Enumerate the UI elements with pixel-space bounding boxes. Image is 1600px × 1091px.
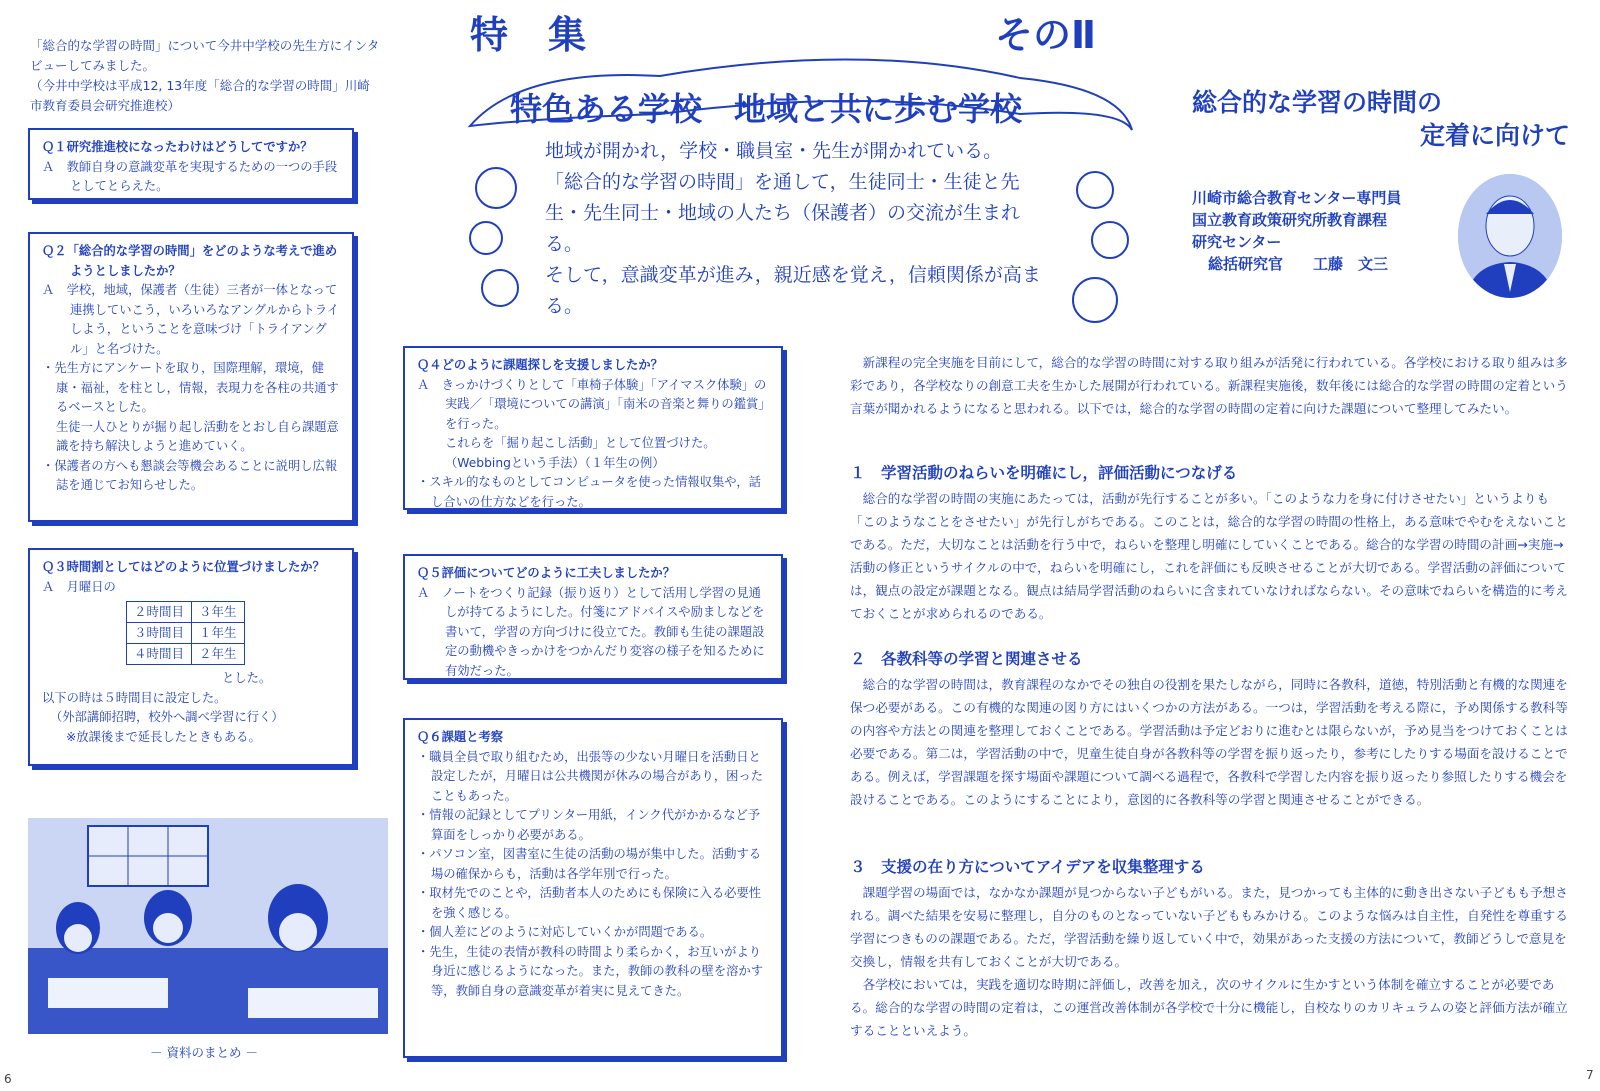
author-line: 国立教育政策研究所教育課程 — [1192, 211, 1388, 229]
section-2-heading: ２ 各教科等の学習と関連させる — [850, 650, 1083, 668]
section-2-body: 総合的な学習の時間は，教育課程のなかでその独自の役割を果たしながら，同時に各教科，道徳，特別活動と有機的な関連を保つ必要がある。この有機的な関連の図り方にはいくつかの方法がある。一つは，学習活動を考える際に，予め関係する教科等の内容や方法との関連を整理しておくことである。学習活動は予定どおりに進むとは限らないが，予め見当をつけておくことは必要である。第二は，学習活動の中で，児童生徒自身が各教科等の学習を振り返ったり，参考にしたりする場面を設けることである。例えば，学習課題を探す場面や課題について調べる過程で，各教科で学習した内容を振り返ったり参照したりする機会を設けることである。このようにすることにより，意図的に各教科等の学習と関連させることができる。 — [850, 677, 1568, 807]
q3-answer: Ａ 月曜日の — [42, 579, 116, 594]
table-cell: ４時間目 — [127, 644, 192, 665]
heading-line-2: 定着に向けて — [1419, 121, 1570, 150]
q3-box — [28, 548, 354, 766]
q4-cont-2: （Webbingという手法）（１年生の例） — [445, 455, 665, 470]
section-1-heading: １ 学習活動のねらいを明確にし，評価活動につなげる — [850, 464, 1238, 482]
feature-part: そのⅡ — [995, 13, 1097, 57]
children-illustration-left — [456, 158, 536, 318]
q6-item: ・取材先でのことや，活動者本人のためにも保険に入る必要性を強く感じる。 — [417, 886, 762, 920]
author-portrait — [1458, 174, 1562, 298]
author-block — [1192, 187, 1401, 275]
interview-intro — [30, 36, 380, 116]
table-cell: ３年生 — [192, 602, 245, 623]
q3-note-2: （外部講師招聘，校外へ調べ学習に行く） — [50, 710, 284, 724]
q5-question: Ｑ５評価についてどのように工夫しましたか？ — [417, 566, 675, 580]
q6-item: ・職員全員で取り組むため，出張等の少ない月曜日を活動日と設定したが，月曜日は公共機関が休みの場合があり，困ったこともあった。 — [417, 749, 764, 803]
schedule-table — [126, 601, 245, 665]
feature-lead — [545, 136, 1055, 322]
q6-question: Ｑ６課題と考察 — [417, 730, 504, 744]
q2-bullet-1-cont: 生徒一人ひとりが掘り起し活動をとおし自ら課題意識を持ち解決しようと進めていく。 — [56, 419, 339, 453]
q6-item: ・個人差にどのように対応していくかが問題である。 — [417, 925, 713, 939]
q4-answer: Ａ きっかけづくりとして「車椅子体験」「アイマスク体験」の実践／「環境についての講演」「南米の音楽と舞りの鑑賞」を行った。 — [417, 377, 771, 431]
lead-line-3: そして，意識変革が進み，親近感を覚え，信頼関係が高まる。 — [545, 264, 1041, 317]
table-row — [127, 644, 245, 665]
section-3-body-1: 課題学習の場面では，なかなか課題が見つからない子どもがいる。また，見つかっても主体的に動き出さない子どもも予想される。調べた結果を安易に整理し，自分のものとなっていない子どももみかける。このような悩みは自主性，自発性を尊重する学習につきものの課題である。ただ，学習活動を繰り返していく中で，効果があった支援の方法について，教師どうしで意見を交換し，情報を共有しておくことが大切である。 — [850, 885, 1568, 969]
q3-note-3: ※放課後まで延長したときもある。 — [66, 729, 261, 744]
q6-box — [403, 718, 783, 1058]
section-3-body-2: 各学校においては，実践を適切な時期に評価し，改善を加え，次のサイクルに生かすという体制を確立することが必要である。総合的な学習の時間の定着は，この運営改善体制が各学校で十分に機能し，自校なりのカリキュラムの姿と評価方法が確立することといえよう。 — [850, 977, 1568, 1038]
table-cell: ２年生 — [192, 644, 245, 665]
table-cell: １年生 — [192, 623, 245, 644]
author-line: 総括研究官 工藤 文三 — [1208, 255, 1389, 273]
section-3-heading: ３ 支援の在り方についてアイデアを収集整理する — [850, 858, 1205, 876]
article-intro: 新課程の完全実施を目前にして，総合的な学習の時間に対する取り組みが活発に行われている。各学校における取り組みは多彩であり，各学校なりの創意工夫を生かした展開が行われている。新課程実施後，数年後には総合的な学習の時間の定着という言葉が聞かれるようになると思われる。以下では，総合的な学習の時間の定着に向けた課題について整理してみたい。 — [850, 355, 1568, 416]
q2-answer: Ａ 学校，地域，保護者（生徒）三者が一体となって連携していこう，いろいろなアングルからトライしよう，ということを意味づけ「トライアングル」と名づけた。 — [42, 283, 340, 356]
q4-cont-1: これらを「掘り起こし活動」として位置づけた。 — [445, 436, 716, 450]
classroom-photo — [28, 818, 388, 1034]
q1-question: Ｑ１研究推進校になったわけはどうしてですか？ — [42, 140, 313, 154]
author-line: 研究センター — [1192, 233, 1282, 251]
q5-answer: Ａ ノートをつくり記録（振り返り）として活用し学習の見通しが持てるようにした。付箋にアドバイスや励ましなどを書いて，学習の方向づけに役立てた。教師も生徒の課題設定の動機やきっかけをつかんだり変容の様子を知るために有効だった。 — [417, 585, 765, 678]
intro-line-2: （今井中学校は平成12, 13年度「総合的な学習の時間」川崎市教育委員会研究推進校） — [30, 78, 370, 113]
children-illustration-right — [1055, 160, 1145, 330]
q3-toshita: とした。 — [222, 671, 272, 685]
table-cell: ３時間目 — [127, 623, 192, 644]
table-row — [127, 602, 245, 623]
lead-line-1: 地域が開かれ，学校・職員室・先生が開かれている。 — [545, 140, 1003, 162]
q3-note-1: 以下の時は５時間目に設定した。 — [42, 690, 227, 705]
q6-item: ・先生，生徒の表情が教科の時間より柔らかく，お互いがより身近に感じるようになった。また，教師の教科の壁を溶かす等，教師自身の意識変革が着実に見えてきた。 — [417, 944, 764, 998]
q2-box — [28, 232, 354, 522]
section-1 — [850, 462, 1572, 625]
lead-line-2: 「総合的な学習の時間」を通して，生徒同士・生徒と先生・先生同士・地域の人たち（保護者）の交流が生まれる。 — [545, 171, 1021, 255]
author-line: 川崎市総合教育センター専門員 — [1192, 189, 1402, 207]
table-cell: ２時間目 — [127, 602, 192, 623]
q1-answer: Ａ 教師自身の意識変革を実現するための一つの手段としてとらえた。 — [42, 159, 338, 193]
feature-title: 特集 — [470, 13, 627, 57]
section-2 — [850, 648, 1572, 811]
q2-question: Ｑ２「総合的な学習の時間」をどのような考えで進めようとしましたか？ — [42, 244, 338, 278]
q6-item: ・パソコン室，図書室に生徒の活動の場が集中した。活動する場の確保からも，活動は各学年別で行った。 — [417, 847, 762, 881]
article-heading — [1192, 86, 1570, 152]
table-row — [127, 623, 245, 644]
q1-box — [28, 128, 354, 200]
q2-bullet-2: ・保護者の方へも懇談会等機会あることに説明し広報誌を通じてお知らせした。 — [42, 458, 338, 492]
photo-caption: － 資料のまとめ － — [150, 1045, 258, 1060]
q4-bullet: ・スキル的なものとしてコンピュータを使った情報収集や，話し合いの仕方などを行った。 — [417, 475, 761, 509]
q4-box — [403, 346, 783, 510]
q5-box — [403, 554, 783, 680]
q2-bullet-1: ・先生方にアンケートを取り，国際理解，環境，健康・福祉，を柱とし，情報，表現力を各柱の共通するベースとした。 — [42, 361, 339, 414]
q4-question: Ｑ４どのように課題探しを支援しましたか？ — [417, 358, 663, 372]
section-1-body: 総合的な学習の時間の実施にあたっては，活動が先行することが多い。「このような力を身に付けさせたい」というよりも「このようなことをさせたい」が先行しがちである。このことは，総合的な学習の時間の性格上，ある意味でやむをえないことである。ただ，大切なことは活動を行う中で，ねらいを整理し明確にしていくことである。総合的な学習の時間の計画→実施→活動の修正というサイクルの中で，ねらいを明確にし，これを評価にも反映させることが大切である。学習活動の評価については，観点の設定が課題となる。観点は結局学習活動のねらいに含まれていなければならない。その意味でねらいを構造的に考えておくことが求められるのである。 — [850, 491, 1568, 621]
q6-item: ・情報の記録としてプリンター用紙，インク代がかかるなど予算面をしっかり必要がある。 — [417, 808, 761, 842]
page-number-right: 7 — [1586, 1068, 1594, 1082]
heading-line-1: 総合的な学習の時間の — [1192, 88, 1443, 117]
page-number-left: 6 — [4, 1072, 12, 1086]
banner-text: 特色ある学校 地域と共に歩む学校 — [510, 90, 1023, 128]
section-3 — [850, 856, 1572, 1042]
intro-line-1: 「総合的な学習の時間」について今井中学校の先生方にインタビューしてみました。 — [30, 38, 380, 73]
q3-question: Ｑ３時間割としてはどのように位置づけましたか？ — [42, 560, 325, 574]
